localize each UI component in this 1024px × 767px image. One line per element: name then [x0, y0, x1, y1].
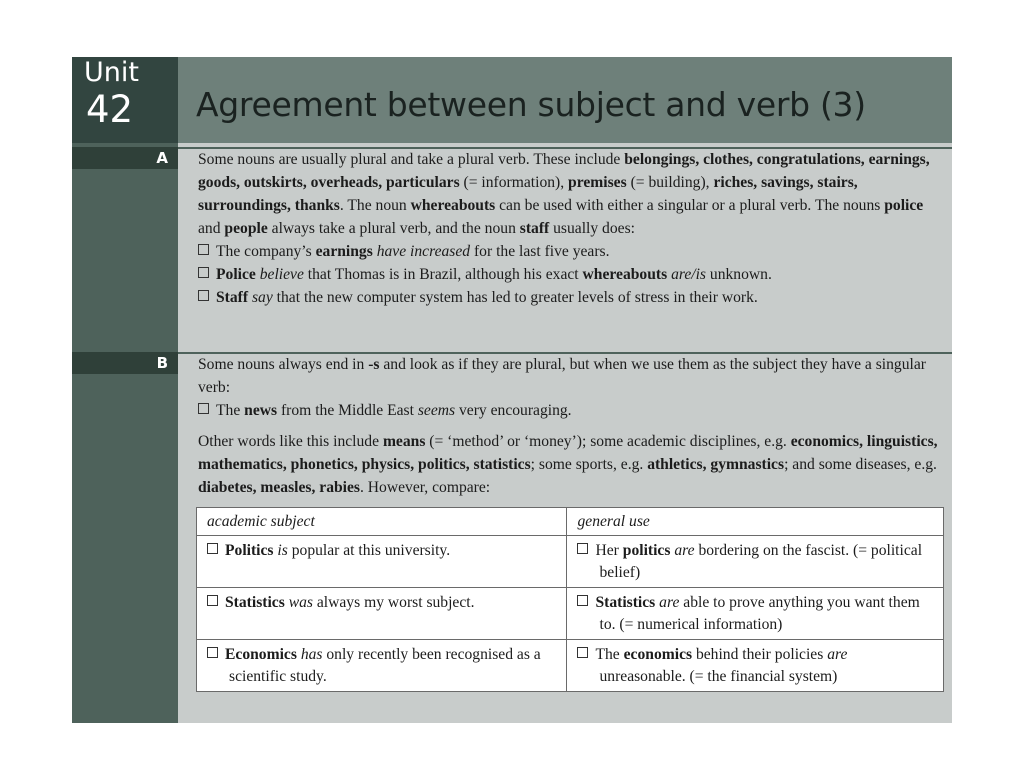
unit-label: Unit [84, 57, 139, 88]
section-b-tab [72, 352, 178, 374]
example-earnings: The company’s earnings have increased for the last five years. [198, 240, 946, 263]
header-general-use: general use [567, 508, 944, 536]
checkbox-bullet-icon [198, 290, 209, 301]
section-a-letter: A [156, 149, 168, 167]
table-cell: The economics behind their policies are unreasonable. (= the financial system) [567, 640, 944, 692]
section-a-content [198, 148, 946, 309]
section-b-paragraph: Some nouns always end in -s and look as if they are plural, but when we use them as the subject they have a singular verb: [198, 356, 926, 396]
table-cell: Her politics are bordering on the fascist. (= political belief) [567, 536, 944, 588]
example-news: The news from the Middle East seems very encouraging. [198, 399, 946, 422]
checkbox-bullet-icon [207, 543, 218, 554]
page-title: Agreement between subject and verb (3) [196, 85, 866, 124]
table-cell: Politics is popular at this university. [197, 536, 567, 588]
unit-number: 42 [86, 88, 134, 131]
checkbox-bullet-icon [207, 647, 218, 658]
table-cell: Statistics are able to prove anything you want them to. (= numerical information) [567, 588, 944, 640]
section-a-paragraph: Some nouns are usually plural and take a plural verb. These include belongings, clothes, congratulations, earnings, goods, outskirts, overheads, particulars (= information), premises (= building), riches, savings, stairs, surroundings, thanks. The noun whereabouts can be used with either a singular or a plural verb. The nouns police and people always take a plural verb, and the noun staff usually does: [198, 151, 930, 237]
comparison-table [196, 507, 944, 692]
textbook-page [72, 57, 952, 723]
table-header-row [197, 508, 944, 536]
checkbox-bullet-icon [198, 244, 209, 255]
table-row [197, 536, 944, 588]
example-staff: Staff say that the new computer system has led to greater levels of stress in their work. [198, 286, 946, 309]
checkbox-bullet-icon [577, 543, 588, 554]
example-police: Police believe that Thomas is in Brazil, although his exact whereabouts are/is unknown. [198, 263, 946, 286]
checkbox-bullet-icon [577, 595, 588, 606]
title-band [178, 57, 952, 143]
table-cell: Economics has only recently been recognised as a scientific study. [197, 640, 567, 692]
table-row [197, 588, 944, 640]
table-cell: Statistics was always my worst subject. [197, 588, 567, 640]
checkbox-bullet-icon [207, 595, 218, 606]
section-a-tab [72, 147, 178, 169]
section-b-paragraph-2: Other words like this include means (= ‘method’ or ‘money’); some academic disciplines, e.g. economics, linguistics, mathematics, phonetics, physics, politics, statistics; some sports, e.g. athletics, gymnastics; and some diseases, e.g. diabetes, measles, rabies. However, compare: [198, 433, 938, 496]
section-b-letter: B [156, 354, 168, 372]
section-b-content [198, 353, 946, 499]
table-row [197, 640, 944, 692]
checkbox-bullet-icon [198, 403, 209, 414]
checkbox-bullet-icon [577, 647, 588, 658]
unit-badge [72, 57, 178, 143]
header-academic-subject: academic subject [197, 508, 567, 536]
checkbox-bullet-icon [198, 267, 209, 278]
